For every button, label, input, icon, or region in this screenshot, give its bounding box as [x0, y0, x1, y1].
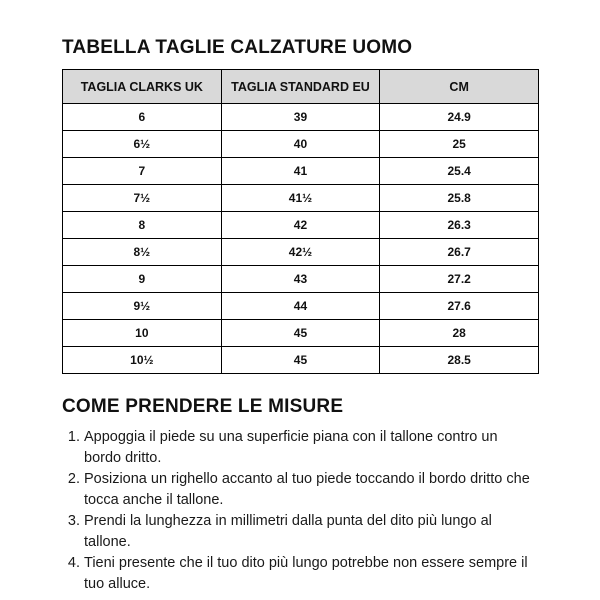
column-header-eu: TAGLIA STANDARD EU	[221, 70, 380, 104]
instruction-item: 3. Prendi la lunghezza in millimetri dalla punta del dito più lungo al tallone.	[84, 511, 534, 553]
table-row	[63, 212, 539, 239]
table-row	[63, 185, 539, 212]
table-cell: 10	[63, 320, 222, 347]
table-cell: 27.6	[380, 293, 539, 320]
size-table-body	[63, 104, 539, 374]
table-row	[63, 347, 539, 374]
table-cell: 27.2	[380, 266, 539, 293]
column-header-uk: TAGLIA CLARKS UK	[63, 70, 222, 104]
table-cell: 25	[380, 131, 539, 158]
table-row	[63, 239, 539, 266]
table-header-row	[63, 70, 539, 104]
table-cell: 41	[221, 158, 380, 185]
table-cell: 10½	[63, 347, 222, 374]
table-cell: 42	[221, 212, 380, 239]
table-row	[63, 293, 539, 320]
table-cell: 26.7	[380, 239, 539, 266]
instructions-list	[64, 427, 534, 595]
column-header-cm: CM	[380, 70, 539, 104]
table-row	[63, 131, 539, 158]
table-cell: 45	[221, 347, 380, 374]
table-cell: 6	[63, 104, 222, 131]
table-cell: 8	[63, 212, 222, 239]
instructions-title: COME PRENDERE LE MISURE	[62, 396, 344, 417]
table-row	[63, 158, 539, 185]
table-cell: 7½	[63, 185, 222, 212]
table-cell: 28.5	[380, 347, 539, 374]
table-cell: 25.8	[380, 185, 539, 212]
table-cell: 9½	[63, 293, 222, 320]
table-cell: 9	[63, 266, 222, 293]
size-table	[62, 69, 539, 374]
table-cell: 26.3	[380, 212, 539, 239]
table-cell: 41½	[221, 185, 380, 212]
table-cell: 24.9	[380, 104, 539, 131]
table-cell: 8½	[63, 239, 222, 266]
table-row	[63, 104, 539, 131]
table-cell: 43	[221, 266, 380, 293]
table-cell: 44	[221, 293, 380, 320]
instruction-item: 1. Appoggia il piede su una superficie piana con il tallone contro un bordo dritto.	[84, 427, 534, 469]
size-table-head	[63, 70, 539, 104]
table-cell: 28	[380, 320, 539, 347]
instruction-item: 4. Tieni presente che il tuo dito più lungo potrebbe non essere sempre il tuo alluce.	[84, 553, 534, 595]
instruction-item: 2. Posiziona un righello accanto al tuo piede toccando il bordo dritto che tocca anche il tallone.	[84, 469, 534, 511]
table-cell: 7	[63, 158, 222, 185]
table-cell: 45	[221, 320, 380, 347]
table-cell: 42½	[221, 239, 380, 266]
table-cell: 25.4	[380, 158, 539, 185]
table-cell: 39	[221, 104, 380, 131]
size-table-title: TABELLA TAGLIE CALZATURE UOMO	[62, 37, 413, 58]
table-row	[63, 266, 539, 293]
table-row	[63, 320, 539, 347]
table-cell: 6½	[63, 131, 222, 158]
table-cell: 40	[221, 131, 380, 158]
